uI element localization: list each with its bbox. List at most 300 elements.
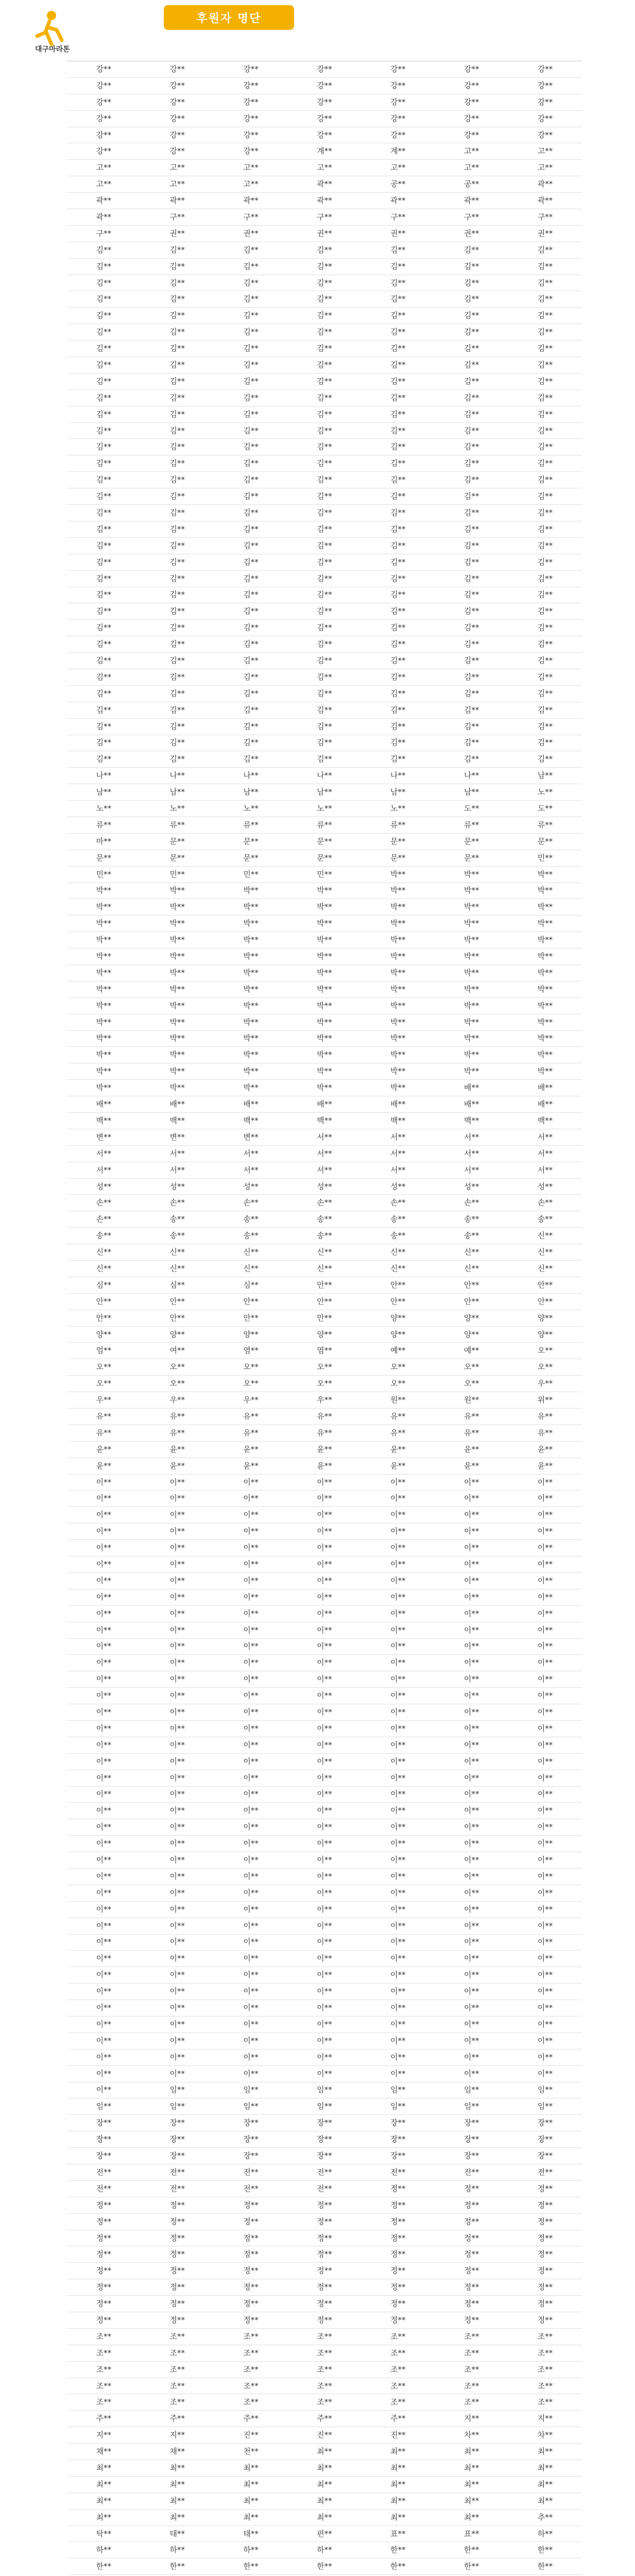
donor-name-cell: 최** (214, 2509, 288, 2526)
donor-name-cell: 이** (435, 2065, 508, 2082)
donor-name-cell: 박** (214, 1030, 288, 1047)
donor-name-cell: 이** (141, 1951, 214, 1967)
donor-name-cell: 손** (508, 1195, 582, 1211)
donor-name-cell: 김** (288, 308, 362, 324)
donor-name-cell: 안** (288, 1293, 362, 1310)
donor-name-cell: 윤** (67, 1458, 141, 1474)
donor-name-cell: 조** (288, 2394, 362, 2411)
donor-name-cell: 서** (288, 1129, 362, 1145)
donor-name-cell: 이** (435, 1474, 508, 1490)
donor-name-cell: 이** (435, 1770, 508, 1786)
donor-name-cell: 정** (141, 2296, 214, 2312)
donor-name-cell: 구** (435, 209, 508, 226)
donor-name-cell: 진** (214, 2427, 288, 2444)
donor-name-cell: 이** (214, 1934, 288, 1951)
donor-name-cell: 이** (508, 1885, 582, 1901)
donor-name-cell: 민** (508, 850, 582, 866)
donor-name-cell: 이** (435, 2049, 508, 2065)
donor-name-cell: 장** (288, 2115, 362, 2131)
donor-name-cell: 박** (67, 1047, 141, 1063)
donor-name-cell: 하** (141, 2542, 214, 2558)
donor-name-cell: 우** (288, 1392, 362, 1409)
donor-name-cell: 박** (361, 1063, 435, 1080)
donor-name-cell: 박** (435, 964, 508, 981)
donor-name-cell: 염** (288, 1343, 362, 1359)
donor-name-cell: 강** (508, 77, 582, 94)
table-row (67, 2444, 582, 2460)
donor-name-cell: 김** (214, 472, 288, 488)
donor-name-cell: 임** (435, 2098, 508, 2115)
donor-name-cell: 김** (361, 735, 435, 751)
donor-name-cell: 정** (361, 2312, 435, 2329)
donor-name-cell: 김** (435, 373, 508, 389)
donor-name-cell: 손** (67, 1195, 141, 1211)
table-row (67, 2180, 582, 2197)
donor-name-cell: 이** (508, 1753, 582, 1770)
donor-name-cell: 이** (435, 1819, 508, 1836)
donor-name-cell: 이** (288, 1951, 362, 1967)
donor-name-cell: 조** (141, 2394, 214, 2411)
donor-name-cell: 권** (214, 225, 288, 242)
donor-name-cell: 정** (67, 2213, 141, 2230)
donor-name-cell: 강** (67, 143, 141, 160)
donor-name-cell: 김** (288, 735, 362, 751)
donor-name-cell: 이** (67, 1901, 141, 1918)
donor-name-cell: 이** (67, 2032, 141, 2049)
donor-name-cell: 최** (141, 2509, 214, 2526)
donor-name-cell: 이** (361, 1655, 435, 1671)
donor-name-cell: 김** (67, 735, 141, 751)
donor-name-cell: 강** (508, 61, 582, 77)
donor-name-cell: 강** (67, 127, 141, 143)
donor-name-cell: 김** (141, 603, 214, 620)
table-row (67, 1605, 582, 1622)
donor-name-cell: 정** (361, 2263, 435, 2279)
donor-name-cell: 양** (361, 1310, 435, 1326)
donor-name-cell: 이** (288, 1852, 362, 1869)
donor-name-cell: 조** (214, 2378, 288, 2394)
table-row (67, 1984, 582, 2000)
donor-name-cell: 강** (214, 61, 288, 77)
donor-name-cell: 이** (67, 1770, 141, 1786)
donor-name-cell: 배** (508, 1080, 582, 1096)
donor-name-cell: 김** (361, 357, 435, 374)
donor-name-cell: 박** (288, 1030, 362, 1047)
donor-name-cell: 서** (288, 1145, 362, 1162)
donor-name-cell: 이** (508, 1803, 582, 1819)
donor-name-cell: 윤** (361, 1441, 435, 1458)
donor-name-cell: 김** (67, 554, 141, 570)
donor-name-cell: 정** (214, 2279, 288, 2296)
donor-name-cell: 이** (67, 1786, 141, 1803)
donor-name-cell: 박** (361, 1014, 435, 1030)
donor-name-cell: 이** (141, 1589, 214, 1605)
donor-name-cell: 이** (361, 1852, 435, 1869)
donor-name-cell: 최** (141, 2460, 214, 2477)
donor-name-cell: 정** (435, 2197, 508, 2213)
donor-name-cell: 차** (435, 2427, 508, 2444)
donor-name-cell: 박** (508, 948, 582, 965)
donor-name-cell: 이** (508, 1770, 582, 1786)
donor-name-cell: 강** (141, 143, 214, 160)
donor-name-cell: 이** (508, 1556, 582, 1573)
donor-name-cell: 조** (435, 2378, 508, 2394)
donor-name-cell: 장** (508, 2131, 582, 2148)
donor-name-cell: 박** (361, 866, 435, 883)
donor-name-cell: 정** (361, 2213, 435, 2230)
donor-name-cell: 박** (288, 916, 362, 932)
donor-name-cell: 이** (214, 1540, 288, 1556)
donor-name-cell: 진** (288, 2427, 362, 2444)
donor-name-cell: 김** (435, 422, 508, 439)
donor-name-cell: 정** (435, 2180, 508, 2197)
donor-name-cell: 최** (361, 2476, 435, 2493)
donor-name-cell: 임** (288, 2098, 362, 2115)
donor-name-cell: 박** (288, 883, 362, 899)
donor-name-cell: 편** (288, 2526, 362, 2542)
donor-name-cell: 이** (361, 2049, 435, 2065)
donor-name-cell: 이** (508, 1622, 582, 1638)
table-row (67, 1376, 582, 1392)
donor-name-cell: 김** (361, 603, 435, 620)
donor-name-cell: 김** (214, 554, 288, 570)
donor-name-cell: 박** (435, 981, 508, 997)
table-row (67, 242, 582, 258)
donor-name-cell: 이** (361, 1720, 435, 1737)
donor-name-cell: 문** (288, 850, 362, 866)
donor-name-cell: 이** (508, 1523, 582, 1540)
table-row (67, 193, 582, 209)
donor-name-cell: 전** (67, 2180, 141, 2197)
donor-name-cell: 이** (214, 1836, 288, 1852)
donor-name-cell: 이** (141, 1605, 214, 1622)
donor-name-cell: 김** (141, 373, 214, 389)
donor-name-cell: 박** (141, 964, 214, 981)
donor-name-cell: 박** (508, 883, 582, 899)
donor-name-cell: 김** (361, 275, 435, 291)
donor-name-cell: 심** (214, 1277, 288, 1293)
donor-name-cell: 이** (141, 2000, 214, 2016)
table-row (67, 2098, 582, 2115)
donor-name-cell: 조** (288, 2345, 362, 2361)
donor-name-cell: 김** (508, 455, 582, 472)
donor-name-cell: 정** (435, 2279, 508, 2296)
donor-name-cell: 김** (67, 455, 141, 472)
table-row (67, 1244, 582, 1261)
donor-name-cell: 이** (67, 1638, 141, 1655)
donor-name-cell: 김** (288, 357, 362, 374)
donor-name-cell: 조** (67, 2328, 141, 2345)
donor-name-cell: 이** (288, 1803, 362, 1819)
donor-name-cell: 이** (508, 1984, 582, 2000)
donor-name-cell: 양** (508, 1326, 582, 1343)
donor-name-cell: 성** (67, 1178, 141, 1195)
donor-name-cell: 김** (214, 521, 288, 537)
donor-name-cell: 이** (141, 1540, 214, 1556)
donor-name-cell: 이** (435, 2000, 508, 2016)
donor-name-cell: 이** (214, 1622, 288, 1638)
donor-name-cell: 민** (214, 866, 288, 883)
donor-name-cell: 이** (435, 1523, 508, 1540)
donor-name-cell: 이** (67, 1803, 141, 1819)
donor-name-cell: 김** (361, 291, 435, 308)
donor-name-cell: 송** (361, 1211, 435, 1228)
donor-name-cell: 박** (361, 948, 435, 965)
donor-name-cell: 정** (361, 2279, 435, 2296)
donor-name-cell: 정** (67, 2312, 141, 2329)
table-row (67, 2131, 582, 2148)
donor-name-cell: 주** (361, 2411, 435, 2427)
donor-name-cell: 강** (288, 110, 362, 127)
donor-name-cell: 이** (435, 2032, 508, 2049)
donor-name-cell: 김** (214, 258, 288, 275)
donor-name-cell: 송** (435, 1228, 508, 1244)
donor-name-cell: 김** (67, 751, 141, 768)
donor-name-cell: 서** (214, 1162, 288, 1178)
donor-name-cell: 이** (214, 1655, 288, 1671)
donor-name-cell: 박** (141, 916, 214, 932)
donor-name-cell: 지** (435, 2411, 508, 2427)
donor-name-cell: 이** (214, 1852, 288, 1869)
table-row (67, 1507, 582, 1523)
donor-name-cell: 문** (141, 850, 214, 866)
donor-name-cell: 이** (508, 1901, 582, 1918)
donor-table-body (67, 61, 582, 2576)
donor-name-cell: 장** (361, 2131, 435, 2148)
donor-name-cell: 임** (361, 2082, 435, 2098)
donor-name-cell: 정** (67, 2246, 141, 2263)
donor-name-cell: 송** (361, 1228, 435, 1244)
table-row (67, 61, 582, 77)
donor-name-cell: 박** (141, 883, 214, 899)
donor-name-cell: 민** (67, 866, 141, 883)
donor-name-cell: 김** (361, 587, 435, 603)
table-row (67, 2427, 582, 2444)
donor-name-cell: 김** (508, 258, 582, 275)
donor-name-cell: 이** (141, 1934, 214, 1951)
donor-name-cell: 이** (288, 1737, 362, 1753)
donor-name-cell: 김** (361, 324, 435, 341)
donor-name-cell: 오** (288, 1376, 362, 1392)
donor-name-cell: 정** (508, 2312, 582, 2329)
donor-name-cell: 정** (141, 2246, 214, 2263)
donor-name-cell: 마** (67, 833, 141, 850)
donor-name-cell: 서** (67, 1145, 141, 1162)
donor-name-cell: 김** (435, 472, 508, 488)
donor-name-cell: 김** (361, 455, 435, 472)
donor-name-cell: 이** (435, 1737, 508, 1753)
donor-name-cell: 박** (141, 1080, 214, 1096)
donor-name-cell: 임** (141, 2098, 214, 2115)
donor-name-cell: 윤** (141, 1441, 214, 1458)
donor-name-cell: 김** (288, 505, 362, 521)
donor-name-cell: 이** (141, 1868, 214, 1885)
donor-name-cell: 서** (508, 1129, 582, 1145)
donor-name-cell: 손** (361, 1195, 435, 1211)
donor-name-cell: 구** (214, 209, 288, 226)
donor-name-cell: 유** (508, 1409, 582, 1425)
donor-name-cell: 이** (67, 1605, 141, 1622)
donor-name-cell: 이** (141, 1704, 214, 1721)
donor-name-cell: 곽** (288, 193, 362, 209)
donor-name-cell: 김** (361, 751, 435, 768)
table-row (67, 1803, 582, 1819)
donor-name-cell: 우** (67, 1392, 141, 1409)
donor-name-cell: 박** (508, 964, 582, 981)
donor-name-cell: 최** (361, 2460, 435, 2477)
donor-name-cell: 이** (214, 1951, 288, 1967)
donor-name-cell: 이** (435, 1934, 508, 1951)
donor-name-cell: 이** (508, 1819, 582, 1836)
donor-name-cell: 문** (288, 833, 362, 850)
donor-name-cell: 정** (361, 2246, 435, 2263)
donor-name-cell: 이** (214, 1753, 288, 1770)
donor-name-cell: 배** (435, 1096, 508, 1113)
donor-name-cell: 예** (361, 1343, 435, 1359)
donor-name-cell: 김** (214, 751, 288, 768)
donor-name-cell: 이** (508, 1704, 582, 1721)
table-row (67, 488, 582, 505)
donor-name-cell: 한** (435, 2558, 508, 2575)
donor-name-cell: 남** (141, 784, 214, 801)
donor-name-cell: 김** (361, 439, 435, 455)
donor-name-cell: 김** (141, 653, 214, 669)
donor-name-cell: 이** (67, 1852, 141, 1869)
table-row (67, 2296, 582, 2312)
donor-name-cell: 정** (214, 2197, 288, 2213)
donor-name-cell: 강** (361, 127, 435, 143)
donor-name-cell: 이** (214, 1967, 288, 1984)
donor-name-cell: 이** (141, 1836, 214, 1852)
donor-name-cell: 이** (141, 1901, 214, 1918)
donor-name-cell: 장** (508, 2148, 582, 2164)
donor-name-cell: 김** (214, 702, 288, 718)
donor-name-cell: 채** (67, 2444, 141, 2460)
donor-name-cell: 이** (288, 1786, 362, 1803)
donor-name-cell: 이** (214, 1671, 288, 1688)
donor-name-cell: 이** (508, 1605, 582, 1622)
donor-name-cell: 박** (361, 1080, 435, 1096)
donor-name-cell: 우** (508, 1376, 582, 1392)
donor-name-cell: 김** (141, 291, 214, 308)
donor-name-cell: 이** (288, 1770, 362, 1786)
donor-name-cell: 유** (288, 1425, 362, 1441)
donor-name-cell: 유** (67, 1409, 141, 1425)
donor-name-cell: 장** (435, 2148, 508, 2164)
donor-name-cell: 장** (288, 2148, 362, 2164)
donor-name-cell: 서** (214, 1145, 288, 1162)
donor-name-cell: 이** (214, 1770, 288, 1786)
donor-name-cell: 박** (141, 997, 214, 1014)
donor-name-cell: 임** (435, 2082, 508, 2098)
table-row (67, 2378, 582, 2394)
donor-name-cell: 김** (435, 603, 508, 620)
donor-name-cell: 고** (214, 176, 288, 193)
table-row (67, 1195, 582, 1211)
donor-name-cell: 오** (435, 1359, 508, 1376)
donor-name-cell: 박** (288, 1080, 362, 1096)
donor-name-cell: 김** (141, 341, 214, 357)
table-row (67, 176, 582, 193)
donor-name-cell: 강** (288, 61, 362, 77)
table-row (67, 570, 582, 587)
table-row (67, 1080, 582, 1096)
donor-name-cell: 김** (435, 521, 508, 537)
donor-name-cell: 전** (67, 2164, 141, 2181)
donor-name-cell: 박** (214, 916, 288, 932)
donor-name-cell: 박** (508, 899, 582, 916)
donor-name-cell: 장** (435, 2115, 508, 2131)
table-row (67, 1063, 582, 1080)
donor-name-cell: 김** (141, 275, 214, 291)
donor-name-cell: 최** (288, 2509, 362, 2526)
donor-name-cell: 서** (67, 1162, 141, 1178)
table-row (67, 455, 582, 472)
donor-name-cell: 문** (214, 850, 288, 866)
donor-name-cell: 신** (361, 1244, 435, 1261)
donor-name-cell: 이** (141, 1622, 214, 1638)
donor-name-cell: 김** (67, 389, 141, 406)
donor-name-cell: 조** (214, 2394, 288, 2411)
donor-name-cell: 하** (508, 2526, 582, 2542)
donor-name-cell: 이** (361, 1803, 435, 1819)
donor-name-cell: 이** (508, 1836, 582, 1852)
donor-name-cell: 김** (141, 455, 214, 472)
donor-name-cell: 류** (361, 817, 435, 833)
donor-name-cell: 유** (435, 1409, 508, 1425)
table-row (67, 850, 582, 866)
donor-name-cell: 김** (141, 389, 214, 406)
donor-name-cell: 조** (141, 2378, 214, 2394)
donor-name-cell: 신** (508, 1261, 582, 1277)
donor-name-cell: 이** (361, 1901, 435, 1918)
donor-name-cell: 권** (361, 225, 435, 242)
donor-name-cell: 강** (435, 61, 508, 77)
donor-name-cell: 김** (288, 422, 362, 439)
donor-name-cell: 김** (214, 570, 288, 587)
donor-name-cell: 이** (288, 1704, 362, 1721)
donor-name-cell: 이** (288, 2032, 362, 2049)
donor-name-cell: 나** (141, 768, 214, 784)
donor-name-cell: 이** (361, 1885, 435, 1901)
table-row (67, 1556, 582, 1573)
donor-name-cell: 전** (288, 2164, 362, 2181)
table-row (67, 636, 582, 653)
donor-name-cell: 이** (361, 1474, 435, 1490)
donor-name-cell: 김** (67, 603, 141, 620)
donor-name-cell: 김** (288, 702, 362, 718)
donor-name-cell: 이** (288, 1836, 362, 1852)
table-row (67, 620, 582, 636)
donor-name-cell: 박** (288, 1014, 362, 1030)
donor-name-cell: 김** (67, 669, 141, 685)
donor-name-cell: 김** (435, 406, 508, 422)
donor-name-cell: 이** (361, 1507, 435, 1523)
table-row (67, 1934, 582, 1951)
donor-name-cell: 이** (361, 1671, 435, 1688)
donor-name-cell: 김** (508, 341, 582, 357)
donor-name-cell: 조** (67, 2345, 141, 2361)
donor-name-cell: 신** (67, 1244, 141, 1261)
donor-name-cell: 탁** (67, 2526, 141, 2542)
donor-name-cell: 김** (508, 308, 582, 324)
donor-name-cell: 이** (435, 2016, 508, 2032)
donor-name-cell: 김** (361, 570, 435, 587)
donor-name-cell: 정** (435, 2312, 508, 2329)
donor-name-cell: 조** (361, 2361, 435, 2378)
donor-name-cell: 이** (435, 1885, 508, 1901)
donor-name-cell: 김** (288, 488, 362, 505)
